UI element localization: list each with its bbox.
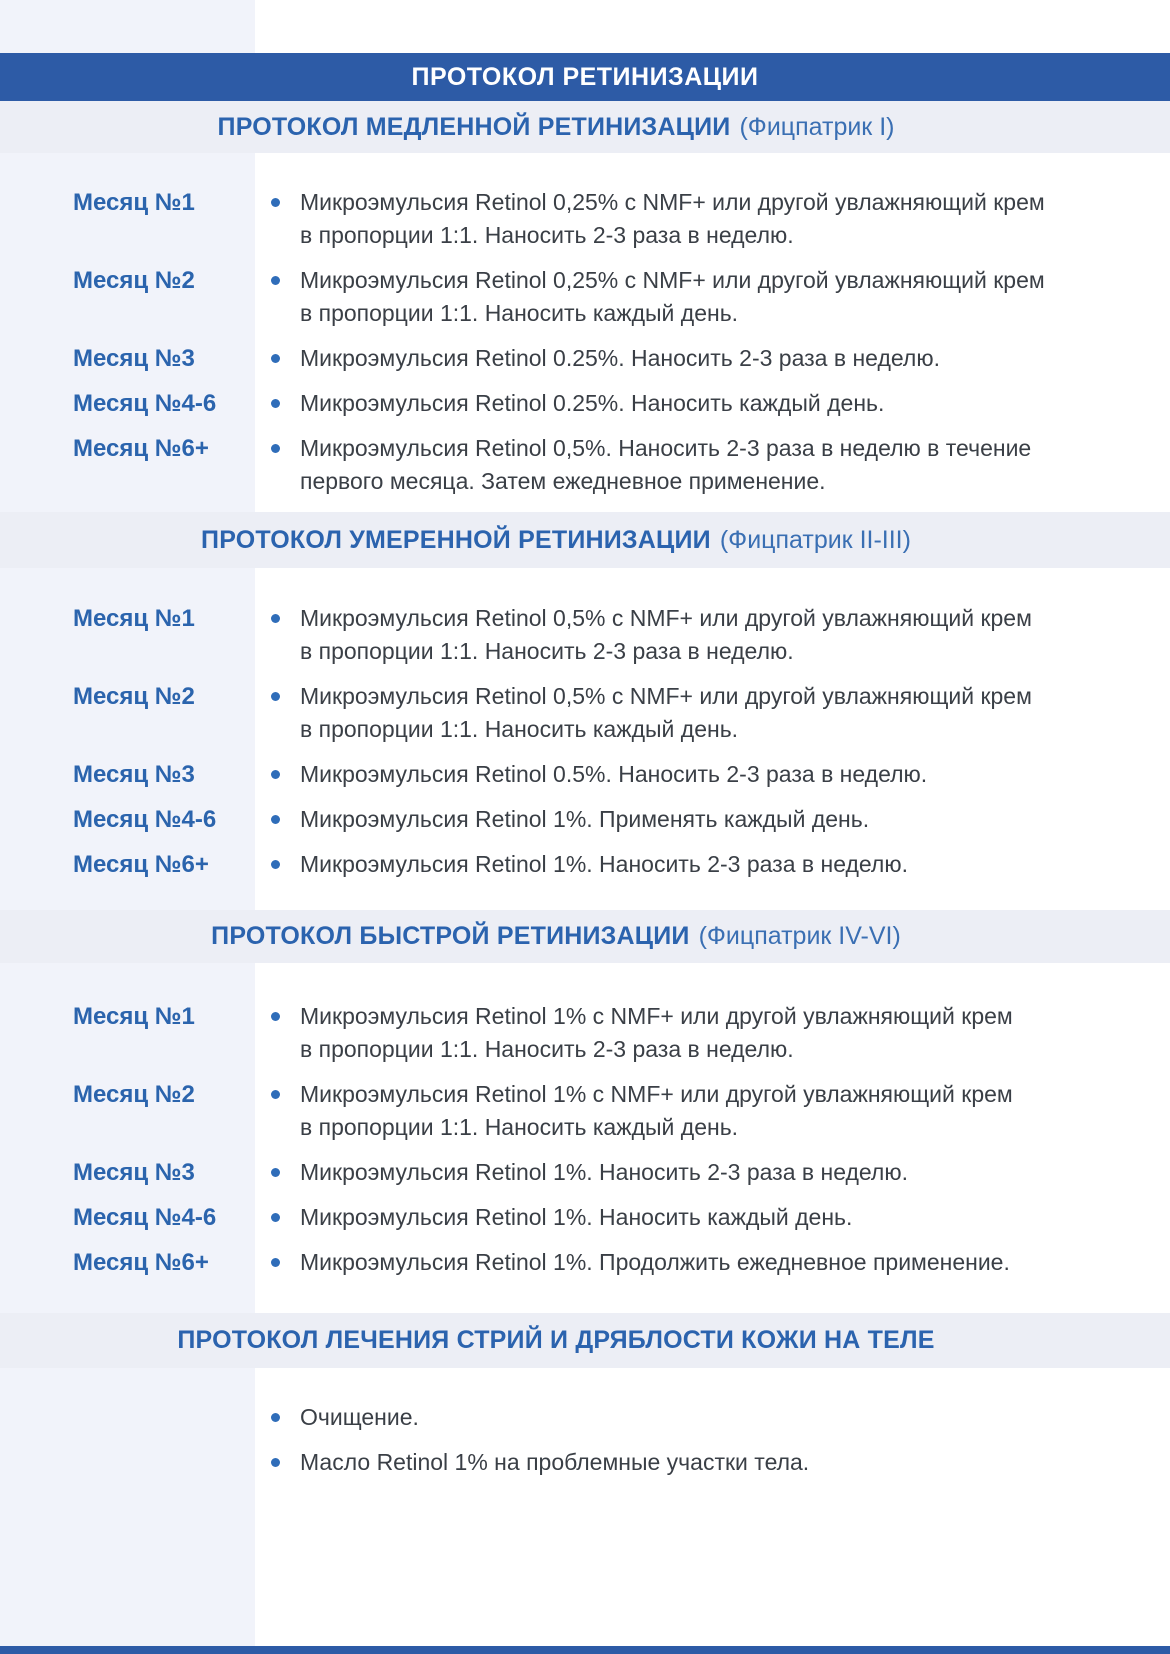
instruction-bullet-text: Микроэмульсия Retinol 1%. Наносить каждый день. [255, 1201, 1115, 1234]
footer-bar [0, 1646, 1170, 1654]
section-heading: ПРОТОКОЛ МЕДЛЕННОЙ РЕТИНИЗАЦИИ [217, 112, 731, 141]
instruction-bullet-text: Масло Retinol 1% на проблемные участки тела. [255, 1446, 1115, 1479]
section-heading-note: (Фицпатрик I) [739, 112, 895, 141]
protocol-row [0, 1201, 1170, 1234]
protocol-row [0, 758, 1170, 791]
month-label: Месяц №2 [73, 267, 195, 294]
month-label: Месяц №3 [73, 1159, 195, 1186]
month-label: Месяц №3 [73, 345, 195, 372]
month-label: Месяц №2 [73, 683, 195, 710]
instruction-bullet-text: Микроэмульсия Retinol 1%. Наносить 2-3 раза в неделю. [255, 1156, 1115, 1189]
instruction-bullet-text: Микроэмульсия Retinol 0,25% с NMF+ или другой увлажняющий крем в пропорции 1:1. Наносить каждый день. [255, 264, 1115, 330]
instruction-bullet-text: Микроэмульсия Retinol 1%. Наносить 2-3 раза в неделю. [255, 848, 1115, 881]
instruction-bullet-text: Микроэмульсия Retinol 1% с NMF+ или другой увлажняющий крем в пропорции 1:1. Наносить 2-3 раза в неделю. [255, 1000, 1115, 1066]
document-title-bar [0, 53, 1170, 101]
instruction-bullet-text: Микроэмульсия Retinol 1%. Продолжить ежедневное применение. [255, 1246, 1115, 1279]
protocol-row [0, 803, 1170, 836]
section-heading-band [0, 101, 1170, 153]
month-label: Месяц №3 [73, 761, 195, 788]
month-label: Месяц №1 [73, 605, 195, 632]
instruction-bullet-text: Микроэмульсия Retinol 0,5% с NMF+ или другой увлажняющий крем в пропорции 1:1. Наносить 2-3 раза в неделю. [255, 602, 1115, 668]
protocol-row [0, 1401, 1170, 1434]
protocol-row [0, 186, 1170, 252]
instruction-bullet-text: Микроэмульсия Retinol 0,5% с NMF+ или другой увлажняющий крем в пропорции 1:1. Наносить каждый день. [255, 680, 1115, 746]
month-label: Месяц №2 [73, 1081, 195, 1108]
section-heading: ПРОТОКОЛ УМЕРЕННОЙ РЕТИНИЗАЦИИ [201, 525, 711, 554]
protocol-row [0, 264, 1170, 330]
protocol-row [0, 680, 1170, 746]
month-label: Месяц №4-6 [73, 806, 217, 833]
month-label: Месяц №1 [73, 1003, 195, 1030]
instruction-bullet-text: Микроэмульсия Retinol 0,5%. Наносить 2-3 раза в неделю в течение первого месяца. Затем ежедневное применение. [255, 432, 1115, 498]
protocol-row [0, 432, 1170, 498]
section-heading-band [0, 512, 1170, 568]
instruction-bullet-text: Микроэмульсия Retinol 0.25%. Наносить 2-3 раза в неделю. [255, 342, 1115, 375]
protocol-row [0, 1246, 1170, 1279]
protocol-row [0, 387, 1170, 420]
section-rows [0, 1000, 1170, 1291]
month-label: Месяц №4-6 [73, 1204, 217, 1231]
instruction-bullet-text: Микроэмульсия Retinol 0.5%. Наносить 2-3 раза в неделю. [255, 758, 1115, 791]
month-label: Месяц №6+ [73, 435, 209, 462]
month-label: Месяц №6+ [73, 1249, 209, 1276]
protocol-row [0, 342, 1170, 375]
section-rows [0, 602, 1170, 893]
protocol-row [0, 1078, 1170, 1144]
instruction-bullet-text: Микроэмульсия Retinol 1%. Применять каждый день. [255, 803, 1115, 836]
section-heading-band [0, 910, 1170, 963]
month-label: Месяц №1 [73, 189, 195, 216]
protocol-row [0, 602, 1170, 668]
section-heading-note: (Фицпатрик IV-VI) [698, 922, 901, 950]
protocol-row [0, 1446, 1170, 1479]
protocol-row [0, 848, 1170, 881]
protocol-row [0, 1156, 1170, 1189]
instruction-bullet-text: Микроэмульсия Retinol 0.25%. Наносить каждый день. [255, 387, 1115, 420]
section-heading: ПРОТОКОЛ ЛЕЧЕНИЯ СТРИЙ И ДРЯБЛОСТИ КОЖИ НА ТЕЛЕ [177, 1326, 935, 1354]
instruction-bullet-text: Микроэмульсия Retinol 0,25% с NMF+ или другой увлажняющий крем в пропорции 1:1. Наносить 2-3 раза в неделю. [255, 186, 1115, 252]
section-heading-note: (Фицпатрик II-III) [719, 525, 911, 554]
instruction-bullet-text: Очищение. [255, 1401, 1115, 1434]
section-heading: ПРОТОКОЛ БЫСТРОЙ РЕТИНИЗАЦИИ [211, 922, 690, 950]
instruction-bullet-text: Микроэмульсия Retinol 1% с NMF+ или другой увлажняющий крем в пропорции 1:1. Наносить каждый день. [255, 1078, 1115, 1144]
month-label: Месяц №6+ [73, 851, 209, 878]
protocol-row [0, 1000, 1170, 1066]
section-heading-band [0, 1313, 1170, 1368]
month-label: Месяц №4-6 [73, 390, 217, 417]
section-rows [0, 186, 1170, 510]
document-title: ПРОТОКОЛ РЕТИНИЗАЦИИ [411, 62, 759, 91]
section-rows [0, 1401, 1170, 1491]
